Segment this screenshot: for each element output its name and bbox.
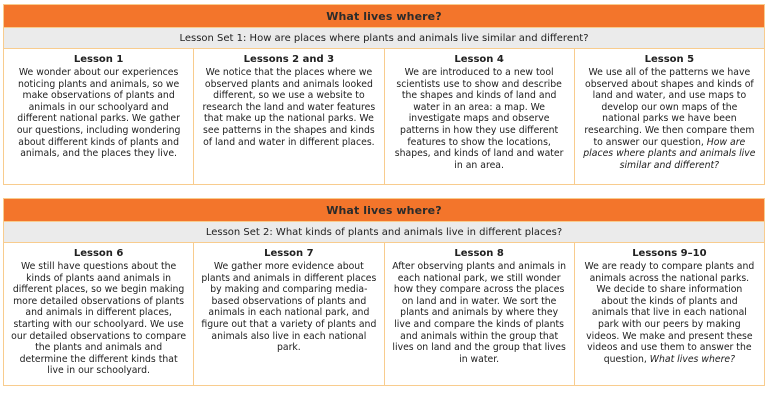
lesson-1-cell xyxy=(4,49,193,184)
lesson-heading: Lessons 2 and 3 xyxy=(243,54,335,65)
lesson-body: We use all of the patterns we have observed about shapes and kinds of land and water, and use maps to develop our own maps of the national parks we have been researching. We then compare them to answer our question, How are places where plants and animals live similar and different? xyxy=(583,67,756,171)
lesson-body: We still have questions about the kinds of plants aand animals in different places, so we begin making more detailed observations of plants and animals in different places, starting with our schoolyard. We use our detailed observations to compare the plants and animals and determine the different kinds that live in our schoolyard. xyxy=(11,261,187,377)
lesson-body: We notice that the places where we observed plants and animals looked different, so we use a website to research the land and water features that make up the national parks. We see patterns in the shapes and kinds of land and water in different places. xyxy=(202,67,376,148)
lesson-set-2-header: Lesson Set 2: What kinds of plants and animals live in different places? xyxy=(4,222,764,243)
lesson-heading: Lesson 1 xyxy=(73,54,124,65)
lesson-4-cell xyxy=(384,49,574,184)
lesson-body: We wonder about our experiences noticing plants and animals, so we make observations of plants and animals in our schoolyard and different national parks. We gather our questions, including wondering about different kinds of plants and animals, and the places they live. xyxy=(16,67,181,160)
lesson-set-1-header: Lesson Set 1: How are places where plants and animals live similar and different? xyxy=(4,28,764,49)
unit-title: What lives where? xyxy=(4,5,764,28)
lesson-8-cell xyxy=(384,243,574,385)
lesson-row xyxy=(4,243,764,385)
lesson-body: We are introduced to a new tool scientists use to show and describe the shapes and kinds of land and water in an area: a map. We investigate maps and observe patterns in how they use different features to show the locations, shapes, and kinds of land and water in an area. xyxy=(394,67,564,171)
lesson-heading: Lesson 6 xyxy=(73,248,124,259)
lesson-5-cell xyxy=(574,49,764,184)
lesson-heading: Lesson 4 xyxy=(454,54,504,65)
lesson-heading: Lesson 7 xyxy=(264,248,314,259)
lesson-7-cell xyxy=(193,243,383,385)
lesson-row xyxy=(4,49,764,184)
lesson-body: After observing plants and animals in each national park, we still wonder how they compare across the places on land and in water. We sort the plants and animals by where they live and compare the kinds of plants and animals within the group that lives on land and the group that lives in water. xyxy=(392,261,567,365)
lesson-body: We gather more evidence about plants and animals in different places by making and comparing media-based observations of plants and animals in each national park, and figure out that a variety of plants and animals also live in each national park. xyxy=(201,261,377,354)
unit-table-2 xyxy=(3,198,765,386)
lesson-heading: Lesson 8 xyxy=(454,248,504,259)
lesson-6-cell xyxy=(4,243,193,385)
lessons-9-10-cell xyxy=(574,243,764,385)
lesson-heading: Lessons 9–10 xyxy=(632,248,707,259)
lesson-body: We are ready to compare plants and animals across the national parks. We decide to share information about the kinds of plants and animals that live in each national park with our peers by making videos. We make and present these videos and use them to answer the question, What lives where? xyxy=(584,261,755,365)
lessons-2-3-cell xyxy=(193,49,383,184)
unit-title: What lives where? xyxy=(4,199,764,222)
unit-table-1 xyxy=(3,4,765,185)
lesson-heading: Lesson 5 xyxy=(644,54,695,65)
